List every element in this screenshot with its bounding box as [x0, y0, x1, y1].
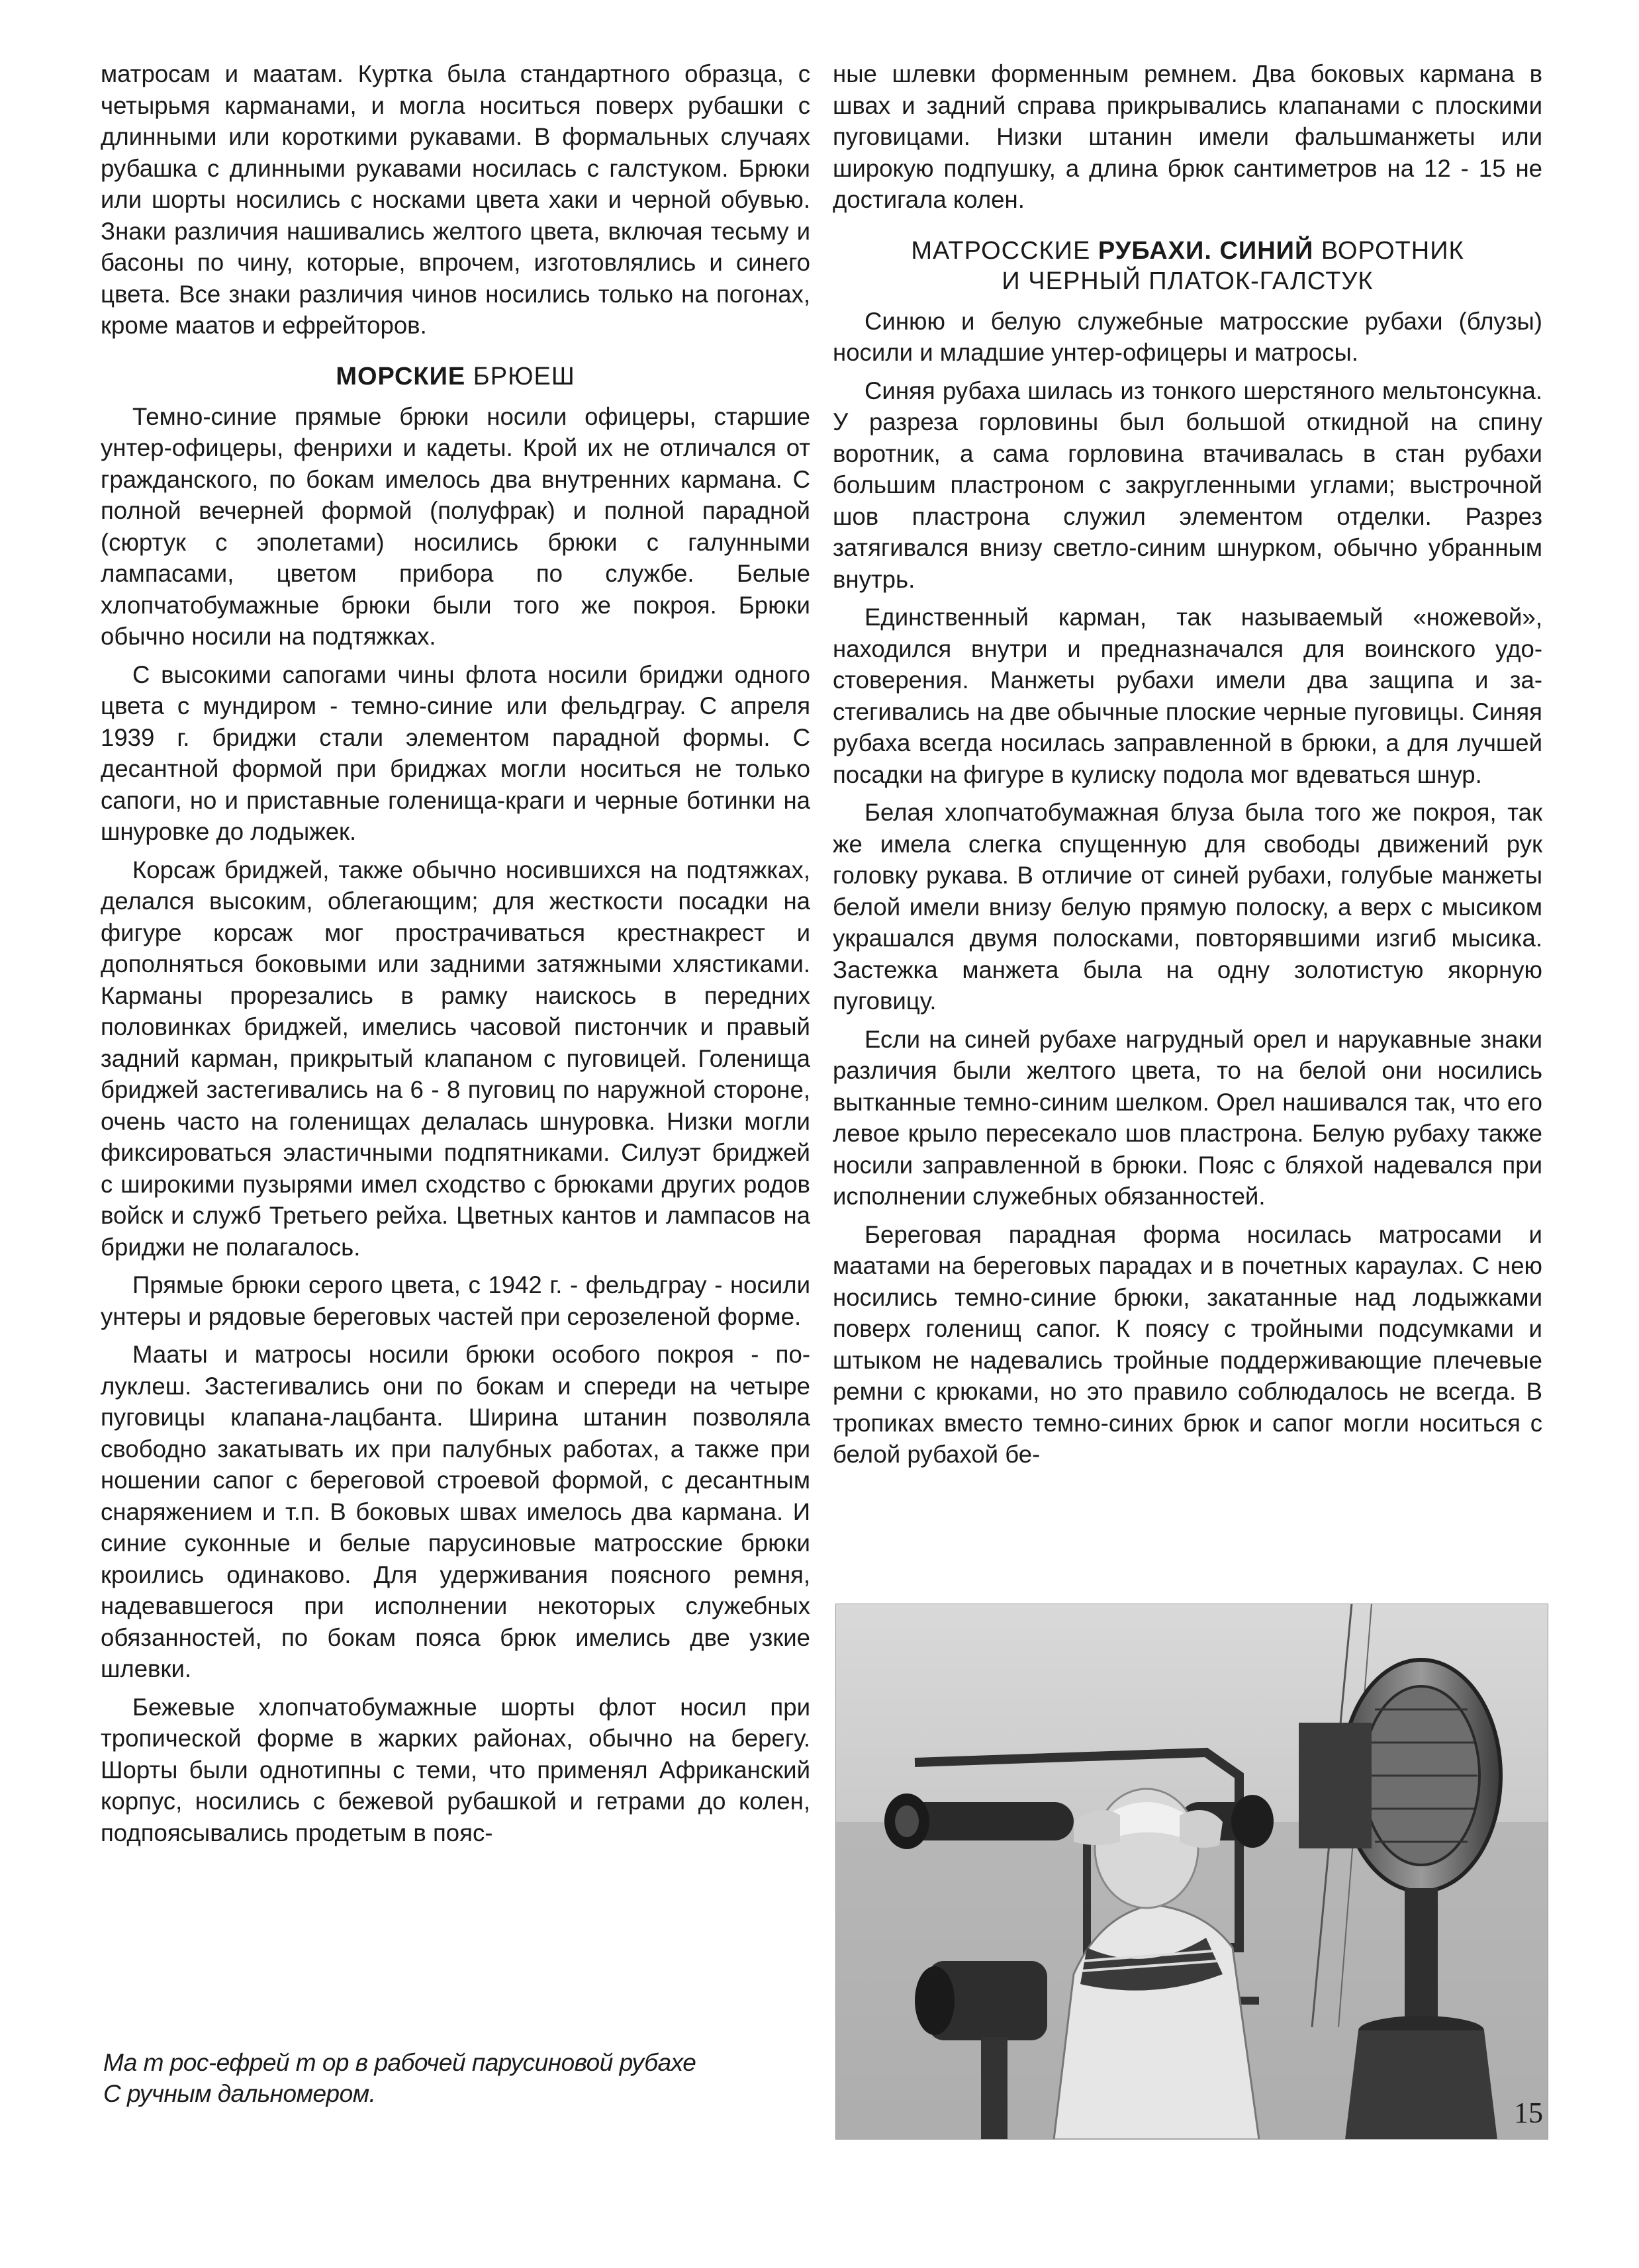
- paragraph: Белая хлопчатобумажная блуза была того же покроя, так же имела слегка спущенную для свободы движений рук головку рукава. В отличие от синей рубахи, голубые манжеты белой имели внизу белую прямую полоску, а верх с мысиком украшался двумя полосками, повторявшими изгиб мысика. Застежка манжета была на одну золотистую якорную пуговицу.: [833, 799, 1542, 1015]
- paragraph: Береговая парадная форма носилась матросами и маатами на береговых парадах и в почетных караулах. С нею носились темно-синие брюки, закатанные над лодыжками поверх голенищ сапог. К поясу с тройными подсумками и штыком не надевались тройные поддерживающие плечевые ремни с крюками, но это правило соблюдалось не всегда. В тропиках вместо темно-синих брюк и сапог могли носиться с белой рубахой бе-: [833, 1220, 1542, 1468]
- sailor-rangefinder-photo: [835, 1604, 1548, 2140]
- photo-illustration: [835, 1604, 1548, 2140]
- paragraph: Мааты и матросы носили брюки особого покроя - полуклеш. Застегивались они по бокам и спереди на четыре пуговицы клапана-лацбанта. Ширина штанин позволяла свободно закатывать их при палубных работах, а также при ношении сапог с береговой строевой формой, с десантным снаряжением и т.п. В боковых швах имелось два кармана. И синие суконные и белые парусиновые матросские брюки кроились одинаково. Для удерживания поясного ремня, надевавшегося при исполнении некоторых служебных обязанностей, по бокам пояса брюк имелись две узкие шлевки.: [101, 1341, 810, 1682]
- heading-regular-part: МАТРОССКИЕ: [911, 236, 1091, 265]
- paragraph: Бежевые хлопчатобумажные шорты флот носил при тропической форме в жарких районах, обычно на берегу. Шорты были однотипны с теми, что применял Африканский корпус, носились с бежевой рубашкой и гетрами до колен, подпоясывались продетым в пояс-: [101, 1693, 810, 1846]
- paragraph: матросам и маатам. Куртка была стандартного образца, с четырьмя карманами, и могла носиться поверх рубашки с длинными или короткими рукавами. В формальных случаях рубашка с длинными рукавами носилась с галстуком. Брюки или шорты носились с носками цвета хаки и черной обувью. Знаки различия нашивались желтого цвета, включая тесьму и басоны по чину, которые, впрочем, изготовлялись и синего цвета. Все знаки различия чинов носились только на погонах, кроме маатов и ефрейторов.: [101, 60, 810, 339]
- heading-second-line: И ЧЕРНЫЙ ПЛАТОК-ГАЛСТУК: [1002, 267, 1374, 295]
- right-text-column: [833, 58, 1542, 1477]
- paragraph: Синюю и белую служебные матросские рубахи (блузы) носили и младшие унтер-офицеры и матросы.: [833, 307, 1542, 366]
- heading-regular-part: ВОРОТНИК: [1321, 236, 1464, 265]
- photo-caption: [103, 2047, 805, 2109]
- paragraph: Синяя рубаха шилась из тонкого шерстяного мельтонсукна. У разреза горловины был большой откидной на спину воротник, а сама горловина втачивалась в стан рубахи большим пластроном с закругленными углами; выстрочной шов пластрона служил элементом отделки. Разрез затягивался внизу светло-синим шнурком, обычно убранным внутрь.: [833, 377, 1542, 593]
- section-heading-trousers: [101, 361, 810, 392]
- paragraph: Корсаж бриджей, также обычно носившихся на подтяжках, делался высоким, облегающим; для жесткости посадки на фигуре корсаж мог прострачиваться крестнакрест и дополняться боковыми или задними затяжными хлястиками. Карманы прорезались в рамку наискось в передних половинках бриджей, имелись часовой пистончик и правый задний карман, прикрытый клапаном с пуговицей. Голенища бриджей застегивались на 6 - 8 пуговиц по наружной стороне, очень часто на голенищах делалась шнуровка. Низки могли фиксироваться эластичными подпятниками. Силуэт бриджей с широкими пузырями имел сходство с брюками других родов войск и служб Третьего рейха. Цветных кантов и лампасов на бриджи не полагалось.: [101, 856, 810, 1261]
- heading-bold-part: РУБАХИ. СИНИЙ: [1098, 236, 1314, 265]
- paragraph: С высокими сапогами чины флота носили бриджи одного цвета с мундиром - темно-синие или фельдграу. С апреля 1939 г. бриджи стали элементом парадной формы. С десантной формой при бриджах могли носиться не только сапоги, но и приставные голенища-краги и черные ботинки на шнуровке до лодыжек.: [101, 660, 810, 845]
- caption-line: С ручным дальномером.: [103, 2080, 376, 2107]
- page-number: 15: [1514, 2097, 1543, 2129]
- heading-bold-part: МОРСКИЕ: [336, 362, 466, 390]
- heading-regular-part: БРЮЕШ: [473, 362, 575, 390]
- paragraph: Если на синей рубахе нагрудный орел и нарукавные знаки различия были желтого цвета, то на белой они носились вытканные темно-синим шелком. Орел нашивался так, что его левое крыло пересекало шов пластрона. Белую рубаху также носили заправленной в брюки. Пояс с бляхой надевался при исполнении служебных обязанностей.: [833, 1025, 1542, 1210]
- paragraph: Единственный карман, так называемый «ножевой», находился внутри и предназначался для воинского удостоверения. Манжеты рубахи имели два защипа и застегивались на две обычные плоские черные пуговицы. Синяя рубаха всегда носилась заправленной в брюки, а для лучшей посадки на фигуре в кулиску подола мог вдеваться шнур.: [833, 604, 1542, 788]
- paragraph: Темно-синие прямые брюки носили офицеры, старшие унтер-офицеры, фенрихи и кадеты. Крой их не отличался от гражданского, по бокам имелось два внутренних кармана. С полной вечерней формой (полуфрак) и полной парадной (сюртук с эполетами) носились брюки с галунными лампасами, цветом прибора по службе. Белые хлопчатобумажные брюки были того же покроя. Брюки обычно носили на подтяжках.: [101, 402, 810, 650]
- caption-line: Ма т рос-ефрей т ор в рабочей парусиновой рубахе: [103, 2049, 696, 2076]
- section-heading-shirts: [833, 236, 1542, 296]
- paragraph: ные шлевки форменным ремнем. Два боковых кармана в швах и задний справа прикрывались клапанами с плоскими пуговицами. Низки штанин имели фальшманжеты или широкую подпушку, а длина брюк сантиметров на 12 - 15 не достигала колен.: [833, 60, 1542, 213]
- paragraph: Прямые брюки серого цвета, с 1942 г. - фельдграу - носили унтеры и рядовые береговых частей при серозеленой форме.: [101, 1271, 810, 1330]
- left-text-column: [101, 58, 810, 1855]
